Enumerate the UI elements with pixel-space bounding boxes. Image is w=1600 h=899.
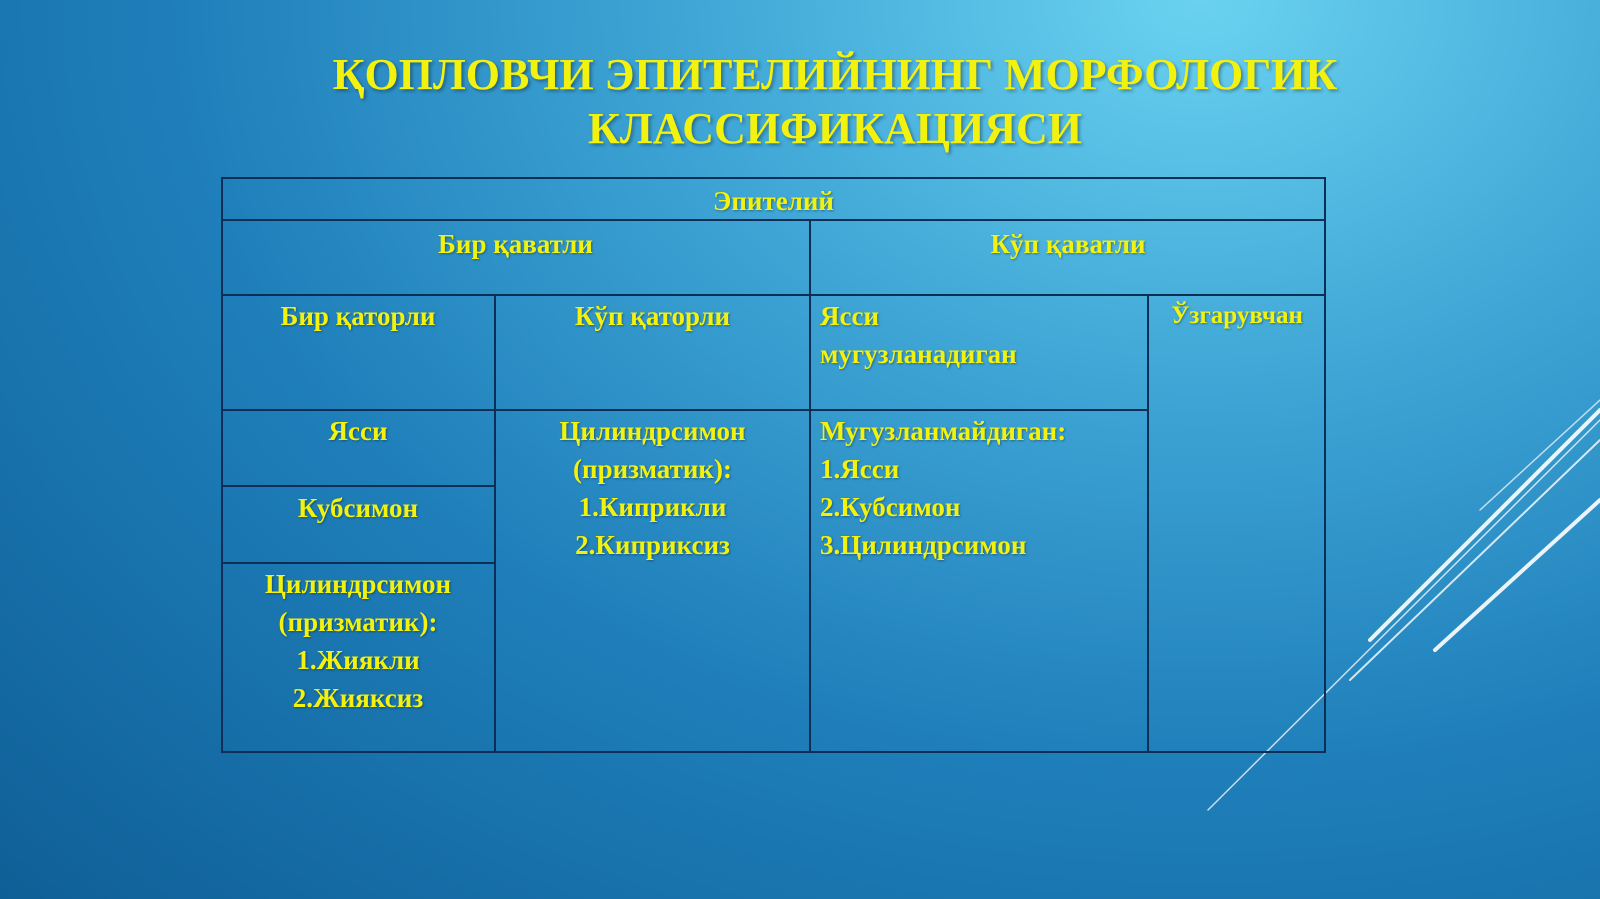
multi-row-line-2: (призматик): (573, 454, 732, 484)
single-row-cyl-line-4: 2.Жияксиз (292, 683, 424, 713)
single-row-flat: Ясси (328, 416, 388, 446)
multi-row-cylindrical (495, 412, 810, 564)
single-row-cubic: Кубсимон (297, 493, 419, 523)
column-keratinized (810, 297, 1148, 373)
column-transitional: Ўзгарувчан (1171, 302, 1303, 329)
single-row-cyl-line-2: (призматик): (278, 607, 438, 637)
group-single-layer: Бир қаватли (438, 229, 593, 259)
classification-table (221, 177, 1326, 753)
title-line-2: КЛАССИФИКАЦИЯСИ (588, 104, 1082, 153)
non-keratinized-line-4: 3.Цилиндрсимон (820, 530, 1027, 560)
single-row-cylindrical (221, 565, 495, 717)
keratinized-line-1: Ясси (820, 301, 880, 331)
group-multi-layer: Кўп қаватли (990, 229, 1146, 259)
non-keratinized (810, 412, 1148, 564)
title-line-1: ҚОПЛОВЧИ ЭПИТЕЛИЙНИНГ МОРФОЛОГИК (332, 50, 1338, 99)
non-keratinized-line-2: 1.Ясси (820, 454, 900, 484)
slide-title (230, 48, 1440, 156)
multi-row-line-3: 1.Киприкли (578, 492, 727, 522)
non-keratinized-line-3: 2.Кубсимон (820, 492, 961, 522)
multi-row-line-1: Цилиндрсимон (559, 416, 746, 446)
keratinized-line-2: мугузланадиган (820, 339, 1017, 369)
non-keratinized-line-1: Мугузланмайдиган: (820, 416, 1067, 446)
table-header-epithelium: Эпителий (713, 186, 834, 216)
multi-row-line-4: 2.Киприксиз (575, 530, 730, 560)
column-multi-row: Кўп қаторли (574, 301, 731, 331)
single-row-cyl-line-1: Цилиндрсимон (264, 569, 452, 599)
column-single-row: Бир қаторли (280, 301, 436, 331)
single-row-cyl-line-3: 1.Жиякли (296, 645, 420, 675)
